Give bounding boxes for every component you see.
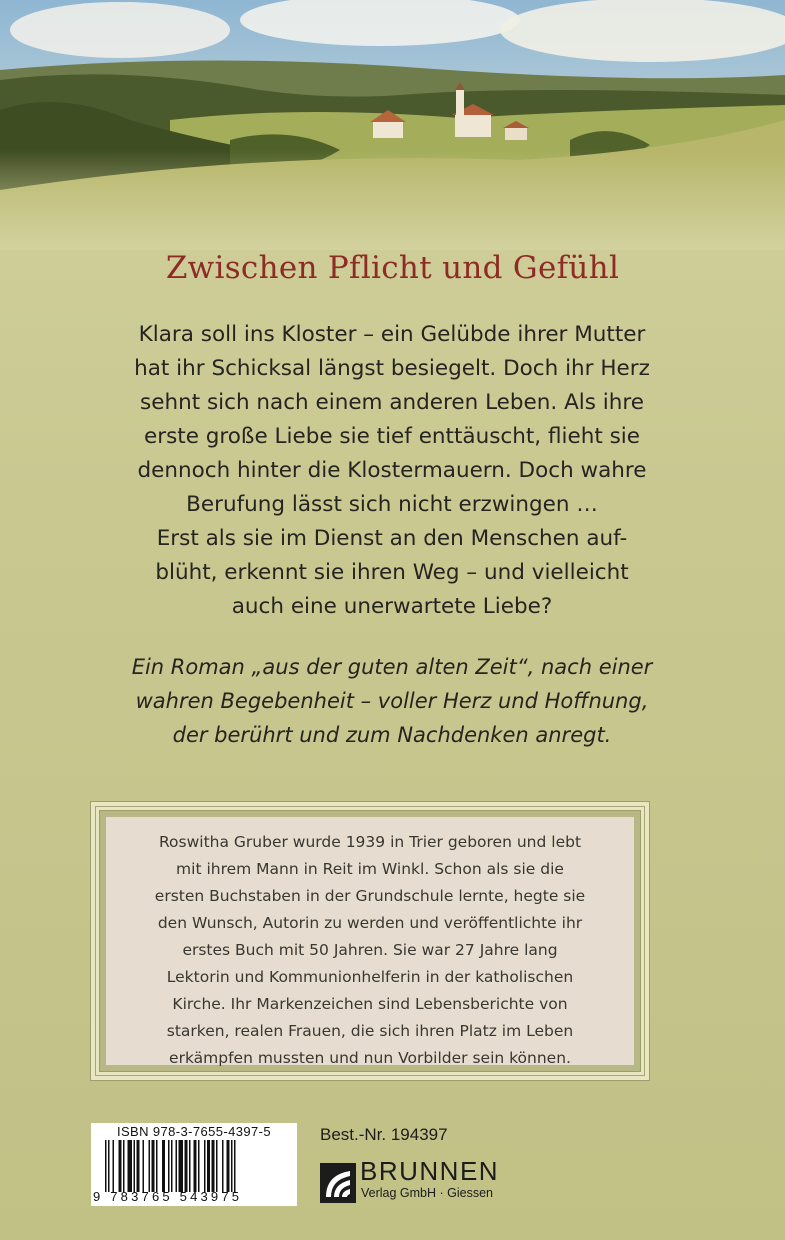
bio-line: den Wunsch, Autorin zu werden und veröffentlichte ihr xyxy=(157,914,583,932)
bio-line: starken, realen Frauen, die sich ihren Platz im Leben xyxy=(166,1022,574,1040)
blurb-text xyxy=(92,318,692,624)
bio-line: erstes Buch mit 50 Jahren. Sie war 27 Jahre lang xyxy=(182,941,558,959)
isbn-label: ISBN 978-3-7655-4397-5 xyxy=(116,1124,272,1139)
tagline-line: der berührt und zum Nachdenken anregt. xyxy=(172,723,612,747)
author-bio-frame xyxy=(90,801,650,1081)
tagline-line: wahren Begebenheit – voller Herz und Hoffnung, xyxy=(135,689,649,713)
blurb-line: dennoch hinter die Klostermauern. Doch wahre xyxy=(137,458,647,483)
tagline-line: Ein Roman „aus der guten alten Zeit“, nach einer xyxy=(131,655,653,679)
barcode-digits: 9 783765 543975 xyxy=(93,1189,243,1204)
blurb-line: erste große Liebe sie tief enttäuscht, flieht sie xyxy=(144,424,640,449)
headline: Zwischen Pflicht und Gefühl xyxy=(165,250,620,286)
bio-line: Roswitha Gruber wurde 1939 in Trier geboren und lebt xyxy=(158,833,582,851)
blurb-line: Berufung lässt sich nicht erzwingen … xyxy=(186,492,598,517)
order-number: Best.-Nr. 194397 xyxy=(320,1125,448,1144)
publisher-subline: Verlag GmbH · Giessen xyxy=(361,1186,493,1200)
barcode-bars xyxy=(105,1140,283,1192)
bio-line: mit ihrem Mann in Reit im Winkl. Schon als sie die xyxy=(176,860,564,878)
bio-line: Kirche. Ihr Markenzeichen sind Lebensberichte von xyxy=(172,995,568,1013)
bio-line: ersten Buchstaben in der Grundschule lernte, hegte sie xyxy=(154,887,586,905)
isbn-barcode xyxy=(91,1123,297,1206)
landscape-illustration xyxy=(0,0,785,250)
bio-line: erkämpfen mussten und nun Vorbilder sein können. xyxy=(169,1049,571,1067)
bio-line: Lektorin und Kommunionhelferin in der katholischen xyxy=(166,968,574,986)
blurb-line: auch eine unerwartete Liebe? xyxy=(231,594,553,619)
author-bio-text xyxy=(106,829,634,1072)
blurb-line: sehnt sich nach einem anderen Leben. Als ihre xyxy=(140,390,644,415)
blurb-line: blüht, erkennt sie ihren Weg – und vielleicht xyxy=(155,560,629,585)
publisher-name: BRUNNEN xyxy=(360,1156,500,1186)
publisher-logo xyxy=(320,1156,520,1208)
brunnen-logo-icon xyxy=(320,1163,356,1203)
blurb-line: Klara soll ins Kloster – ein Gelübde ihrer Mutter xyxy=(138,322,646,347)
tagline xyxy=(92,650,692,752)
author-bio-box xyxy=(106,817,634,1065)
blurb-line: hat ihr Schicksal längst besiegelt. Doch ihr Herz xyxy=(134,356,650,381)
blurb-line: Erst als sie im Dienst an den Menschen auf- xyxy=(156,526,628,551)
